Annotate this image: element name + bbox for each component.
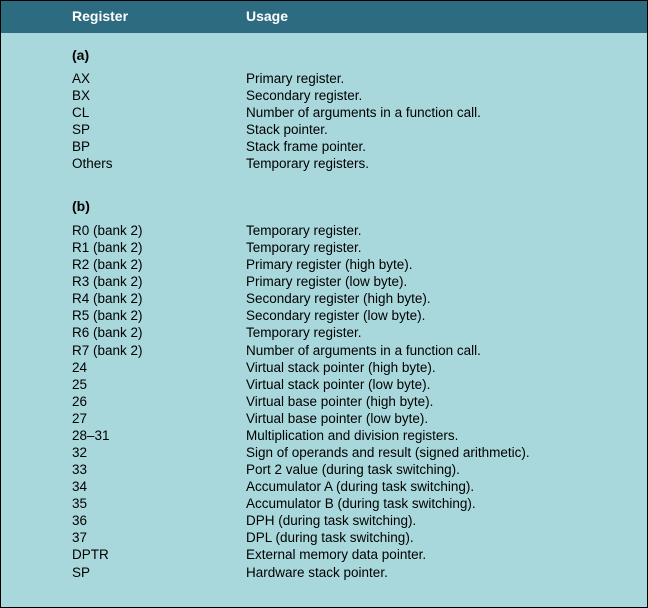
register-cell: 36 <box>72 513 88 529</box>
register-cell: R6 (bank 2) <box>72 325 143 341</box>
table-row <box>1 105 647 122</box>
table-row <box>1 240 647 257</box>
table-row <box>1 445 647 462</box>
table-row <box>1 377 647 394</box>
usage-cell: Accumulator B (during task switching). <box>246 496 476 512</box>
table-row <box>1 565 647 582</box>
table-row <box>1 479 647 496</box>
register-cell: 34 <box>72 479 88 495</box>
usage-cell: Temporary register. <box>246 240 362 256</box>
section-a-label: (a) <box>72 47 90 63</box>
table-row <box>1 88 647 105</box>
register-cell: 32 <box>72 445 88 461</box>
table-row <box>1 308 647 325</box>
register-cell: BX <box>72 88 91 103</box>
table-row <box>1 547 647 564</box>
usage-cell: DPH (during task switching). <box>246 513 417 529</box>
usage-cell: Secondary register (high byte). <box>246 291 431 307</box>
usage-cell: Sign of operands and result (signed arithmetic). <box>246 445 530 461</box>
usage-cell: External memory data pointer. <box>246 547 427 563</box>
usage-cell: Virtual base pointer (low byte). <box>246 410 429 426</box>
usage-cell: Virtual base pointer (high byte). <box>246 393 434 409</box>
table-row <box>1 291 647 308</box>
usage-cell: Port 2 value (during task switching). <box>246 462 460 478</box>
table-row <box>1 274 647 291</box>
usage-cell: Primary register (low byte). <box>246 274 408 290</box>
register-cell: 33 <box>72 462 88 478</box>
usage-cell: Primary register (high byte). <box>246 257 413 273</box>
column-header-register: Register <box>72 8 129 24</box>
register-cell: 35 <box>72 496 88 512</box>
register-cell: R5 (bank 2) <box>72 308 143 324</box>
table-row <box>1 122 647 139</box>
table-row <box>1 71 647 88</box>
usage-cell: Virtual stack pointer (high byte). <box>246 359 436 375</box>
usage-cell: Temporary register. <box>246 223 362 238</box>
table-row <box>1 139 647 156</box>
table-row <box>1 411 647 428</box>
usage-cell: Stack pointer. <box>246 122 328 137</box>
register-cell: CL <box>72 105 90 120</box>
table-row <box>1 530 647 547</box>
register-cell: R4 (bank 2) <box>72 291 143 307</box>
table-row <box>1 513 647 530</box>
register-cell: 25 <box>72 376 88 392</box>
register-cell: 26 <box>72 393 88 409</box>
register-cell: 24 <box>72 359 88 375</box>
usage-cell: Number of arguments in a function call. <box>246 105 481 120</box>
register-cell: SP <box>72 564 91 580</box>
register-cell: 37 <box>72 530 88 546</box>
register-cell: BP <box>72 139 91 154</box>
usage-cell: Multiplication and division registers. <box>246 427 459 443</box>
usage-cell: Accumulator A (during task switching). <box>246 479 475 495</box>
usage-cell: Stack frame pointer. <box>246 139 367 154</box>
table-row <box>1 223 647 240</box>
usage-cell: Primary register. <box>246 71 345 86</box>
register-cell: R2 (bank 2) <box>72 257 143 273</box>
usage-cell: Secondary register (low byte). <box>246 308 426 324</box>
table-row <box>1 257 647 274</box>
register-cell: 27 <box>72 410 88 426</box>
usage-cell: Secondary register. <box>246 88 363 103</box>
table-row <box>1 462 647 479</box>
register-cell: AX <box>72 71 91 86</box>
usage-cell: Virtual stack pointer (low byte). <box>246 376 431 392</box>
register-cell: 28–31 <box>72 427 110 443</box>
register-cell: R1 (bank 2) <box>72 240 143 256</box>
section-b-label: (b) <box>72 198 90 214</box>
section-b-rows <box>1 223 647 582</box>
column-header-usage: Usage <box>246 8 289 24</box>
register-cell: DPTR <box>72 547 109 563</box>
usage-cell: Number of arguments in a function call. <box>246 342 481 358</box>
table-row <box>1 496 647 513</box>
usage-cell: DPL (during task switching). <box>246 530 414 546</box>
usage-cell: Temporary registers. <box>246 156 370 171</box>
register-cell: SP <box>72 122 91 137</box>
table-row <box>1 343 647 360</box>
usage-cell: Hardware stack pointer. <box>246 564 388 580</box>
table-row <box>1 325 647 342</box>
register-cell: R3 (bank 2) <box>72 274 143 290</box>
usage-cell: Temporary register. <box>246 325 362 341</box>
table-header <box>1 1 647 33</box>
table-row <box>1 394 647 411</box>
register-cell: R0 (bank 2) <box>72 223 143 238</box>
table-row <box>1 156 647 173</box>
section-a-rows <box>1 71 647 173</box>
register-cell: R7 (bank 2) <box>72 342 143 358</box>
register-cell: Others <box>72 156 113 171</box>
table-row <box>1 360 647 377</box>
table-row <box>1 428 647 445</box>
